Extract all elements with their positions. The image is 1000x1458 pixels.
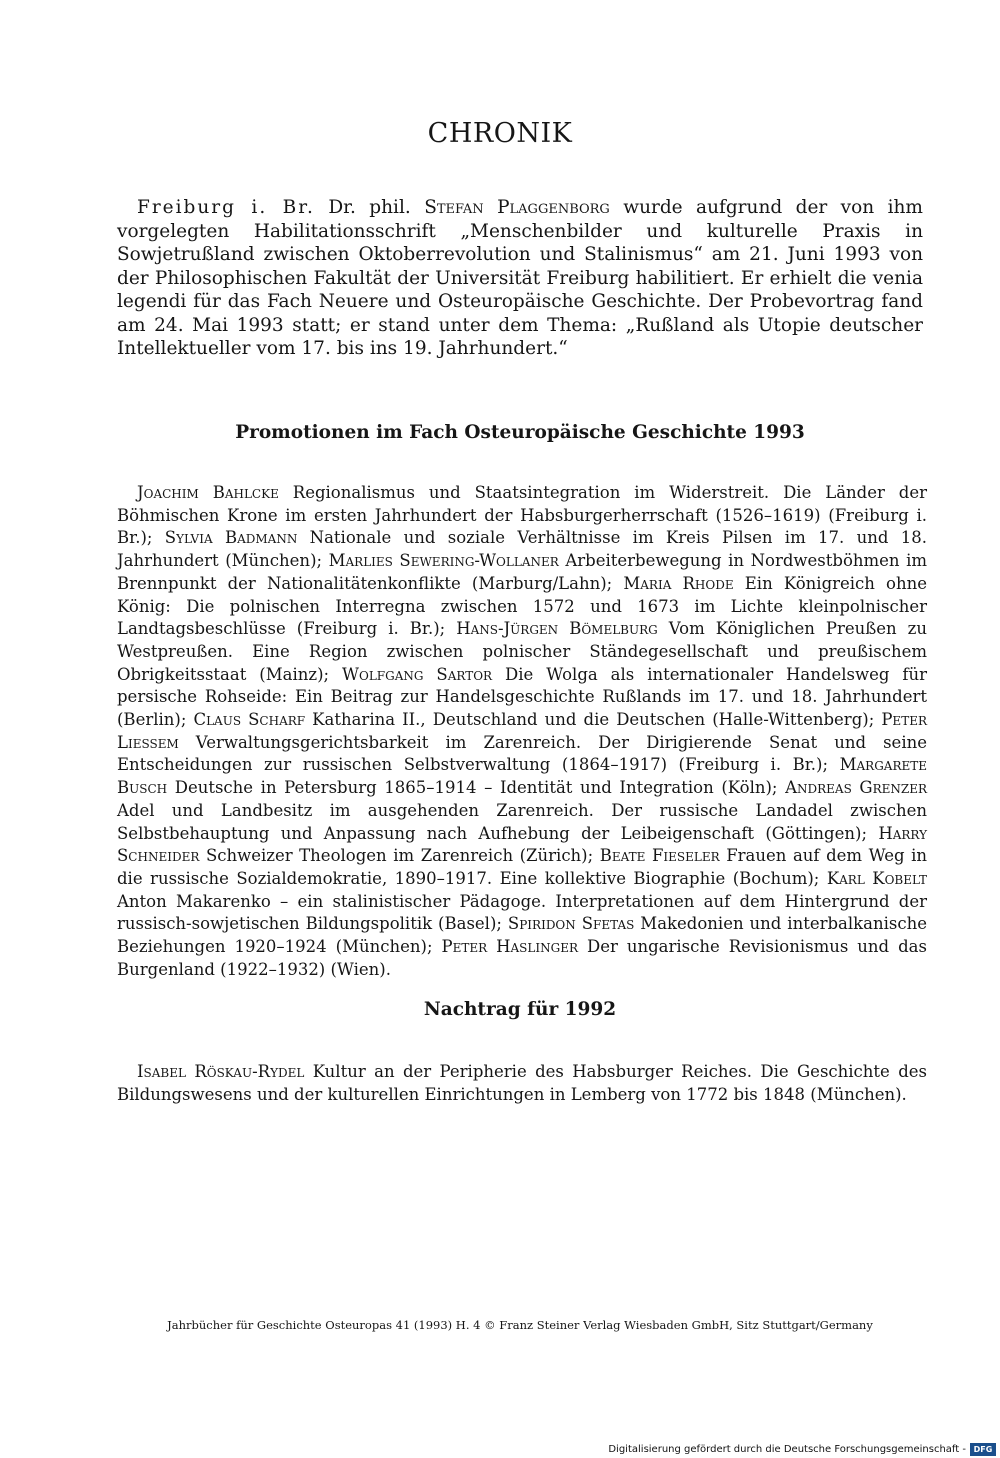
intro-place: Freiburg i. Br. [137,197,315,218]
digitization-banner [608,1441,996,1457]
page-title: CHRONIK [427,118,573,149]
author-name: Maria Rhode [623,573,734,593]
footer-citation: Jahrbücher für Geschichte Osteuropas 41 (1993) H. 4 © Franz Steiner Verlag Wiesbaden GmbH, Sitz Stuttgart/Germany [167,1318,873,1332]
thesis-title: Der ungarische Revisionismus und das Burgenland (1922–1932) (Wien). [117,937,927,979]
dfg-logo: DFG [970,1443,996,1456]
thesis-title: Die Wolga als internationaler Handelsweg für persische Rohseide: Ein Beitrag zur Handelsgeschichte Rußlands im 17. und 18. Jahrhundert (Berlin); [117,664,927,730]
author-name: Harry Schneider [117,823,927,866]
thesis-title: Vom Königlichen Preußen zu Westpreußen. Eine Region zwischen polnischer Ständegesellschaft und preußischem Obrigkeitsstaat (Mainz); [117,619,927,684]
author-name: Wolfgang Sartor [342,664,493,684]
thesis-title: Nationale und soziale Verhältnisse im Kreis Pilsen im 17. und 18. Jahrhundert (München); [117,528,928,571]
thesis-title: Makedonien und interbalkanische Beziehungen 1920–1924 (München); [117,914,927,957]
author-name: Isabel Röskau-Rydel [137,1062,305,1081]
promotionen-list [117,482,927,981]
promotionen-heading: Promotionen im Fach Osteuropäische Geschichte 1993 [235,422,805,443]
nachtrag-list [117,1061,927,1106]
intro-person: Stefan Plaggenborg [424,197,610,218]
thesis-title: Adel und Landbesitz im ausgehenden Zarenreich. Der russische Landadel zwischen Selbstbehauptung und Anpassung nach Aufhebung der Leibeigenschaft (Göttingen); [117,800,927,843]
author-name: Joachim Bahlcke [137,483,279,502]
author-name: Beate Fieseler [599,846,720,866]
thesis-title: Verwaltungsgerichtsbarkeit im Zarenreich. Der Dirigierende Senat und seine Entscheidungen zur russischen Selbstverwaltung (1864–1917) (Freiburg i. Br.); [117,732,927,775]
nachtrag-heading: Nachtrag für 1992 [423,999,617,1020]
thesis-title: Katharina II., Deutschland und die Deutschen (Halle-Wittenberg); [312,710,875,730]
author-name: Marlies Sewering-Wollaner [328,551,559,571]
thesis-entry [117,1062,927,1104]
author-name: Margarete Busch [117,755,928,798]
thesis-title: Kultur an der Peripherie des Habsburger Reiches. Die Geschichte des Bildungswesens und der kulturellen Einrichtungen in Lemberg von 1772 bis 1848 (München). [117,1062,927,1104]
habilitation-paragraph [117,196,923,361]
thesis-title: Deutsche in Petersburg 1865–1914 – Identität und Integration (Köln); [174,778,778,798]
intro-text: wurde aufgrund der von ihm vorgelegten Habilitationsschrift „Menschenbilder und kulturelle Praxis in Sowjetrußland zwischen Oktoberrevolution und Stalinismus“ am 21. Juni 1993 von der Philosophischen Fakultät der Universität Freiburg habilitiert. Er erhielt die venia legendi für das Fach Neuere und Osteuropäische Geschichte. Der Probevortrag fand am 24. Mai 1993 statt; er stand unter dem Thema: „Rußland als Utopie deutscher Intellektueller vom 17. bis ins 19. Jahrhundert.“ [117,197,923,359]
thesis-title: Schweizer Theologen im Zarenreich (Zürich); [205,846,594,866]
thesis-title: Arbeiterbewegung in Nordwestböhmen im Brennpunkt der Nationalitätenkonflikte (Marburg/Lahn); [117,551,927,593]
digitization-note: Digitalisierung gefördert durch die Deutsche Forschungsgemeinschaft - [608,1443,966,1455]
thesis-title: Frauen auf dem Weg in die russische Sozialdemokratie, 1890–1917. Eine kollektive Biographie (Bochum); [117,846,928,888]
author-name: Andreas Grenzer [785,778,927,798]
author-name: Peter Liessem [117,710,927,752]
thesis-title: Ein Königreich ohne König: Die polnischen Interregna zwischen 1572 und 1673 im Lichte kleinpolnischer Landtagsbeschlüsse (Freiburg i. Br.); [117,573,928,639]
thesis-title: Regionalismus und Staatsintegration im Widerstreit. Die Länder der Böhmischen Krone im ersten Jahrhundert der Habsburgerherrschaft (1526–1619) (Freiburg i. Br.); [117,483,928,548]
author-name: Sylvia Badmann [164,528,298,548]
thesis-entry [193,710,874,729]
thesis-title: Anton Makarenko – ein stalinistischer Pädagoge. Interpretationen auf dem Hintergrund der russisch-sowjetischen Bildungspolitik (Basel); [117,891,927,934]
author-name: Spiridon Sfetas [507,914,635,934]
author-name: Peter Haslinger [441,937,578,957]
intro-degree: Dr. phil. [328,197,411,218]
author-name: Claus Scharf [193,710,306,730]
author-name: Karl Kobelt [826,868,927,888]
author-name: Hans-Jürgen Bömelburg [456,619,658,639]
